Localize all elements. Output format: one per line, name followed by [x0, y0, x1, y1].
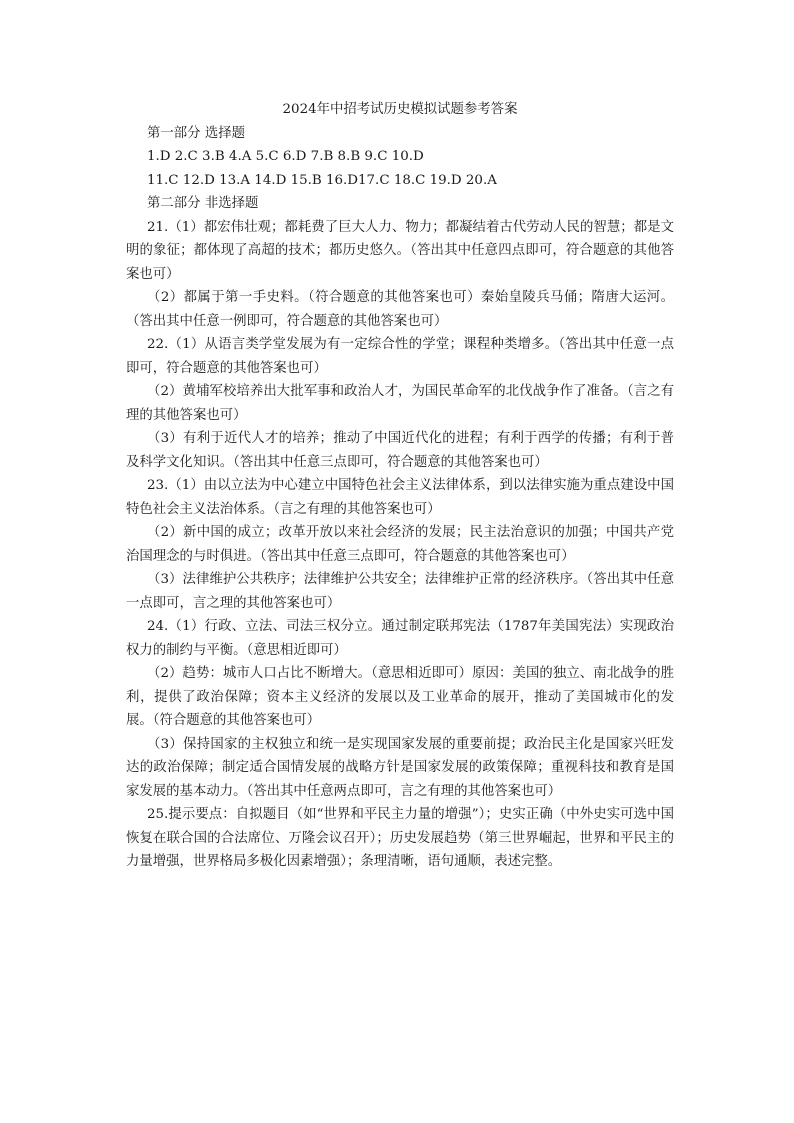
- answer-22-2: （2）黄埔军校培养出大批军事和政治人才，为国民革命军的北伐战争作了准备。（言之有理的其他答案也可）: [126, 384, 674, 423]
- answer-22-3: （3）有利于近代人才的培养；推动了中国近代化的进程；有利于西学的传播；有利于普及科学文化知识。（答出其中任意三点即可，符合题意的其他答案也可）: [126, 431, 674, 470]
- choice-answers-1-10: 1.D 2.C 3.B 4.A 5.C 6.D 7.B 8.B 9.C 10.D: [147, 149, 424, 164]
- document-body: [126, 98, 674, 874]
- answer-21-2: （2）都属于第一手史料。（符合题意的其他答案也可）秦始皇陵兵马俑；隋唐大运河。（答出其中任意一例即可，符合题意的其他答案也可）: [126, 290, 674, 329]
- section-heading-nonchoice: 第二部分 非选择题: [147, 196, 259, 211]
- answer-23-3: （3）法律维护公共秩序；法律维护公共安全；法律维护正常的经济秩序。（答出其中任意一点即可，言之理的其他答案也可）: [126, 572, 674, 611]
- answer-23-2: （2）新中国的成立；改革开放以来社会经济的发展；民主法治意识的加强；中国共产党治国理念的与时俱进。（答出其中任意三点即可，符合题意的其他答案也可）: [126, 525, 674, 564]
- choice-answers-11-20: 11.C 12.D 13.A 14.D 15.B 16.D17.C 18.C 19.D 20.A: [147, 172, 497, 188]
- document-title: 2024年中招考试历史模拟试题参考答案: [282, 102, 518, 117]
- answer-22-1: 22.（1）从语言类学堂发展为有一定综合性的学堂；课程种类增多。（答出其中任意一点即可，符合题意的其他答案也可）: [126, 337, 674, 376]
- answer-23-1: 23.（1）由以立法为中心建立中国特色社会主义法律体系，到以法律实施为重点建设中国特色社会主义法治体系。（言之有理的其他答案也可）: [126, 478, 674, 517]
- answer-25: 25.提示要点：自拟题目（如“世界和平民主力量的增强”）；史实正确（中外史实可选中国恢复在联合国的合法席位、万隆会议召开）；历史发展趋势（第三世界崛起，世界和平民主的力量增强，世界格局多极化因素增强）；条理清晰，语句通顺，表述完整。: [126, 807, 674, 869]
- answer-24-2: （2）趋势：城市人口占比不断增大。（意思相近即可）原因：美国的独立、南北战争的胜利，提供了政治保障；资本主义经济的发展以及工业革命的展开，推动了美国城市化的发展。（符合题意的其他答案也可）: [126, 666, 674, 728]
- section-heading-choice: 第一部分 选择题: [147, 125, 245, 141]
- answer-24-1: 24.（1）行政、立法、司法三权分立。通过制定联邦宪法（1787年美国宪法）实现政治权力的制约与平衡。（意思相近即可）: [126, 619, 674, 658]
- answer-24-3: （3）保持国家的主权独立和统一是实现国家发展的重要前提；政治民主化是国家兴旺发达的政治保障；制定适合国情发展的战略方针是国家发展的政策保障；重视科技和教育是国家发展的基本动力。（答出其中任意两点即可，言之有理的其他答案也可）: [126, 736, 674, 799]
- answer-21-1: 21.（1）都宏伟壮观；都耗费了巨大人力、物力；都凝结着古代劳动人民的智慧；都是文明的象征；都体现了高超的技术；都历史悠久。（答出其中任意四点即可，符合题意的其他答案也可）: [126, 219, 674, 282]
